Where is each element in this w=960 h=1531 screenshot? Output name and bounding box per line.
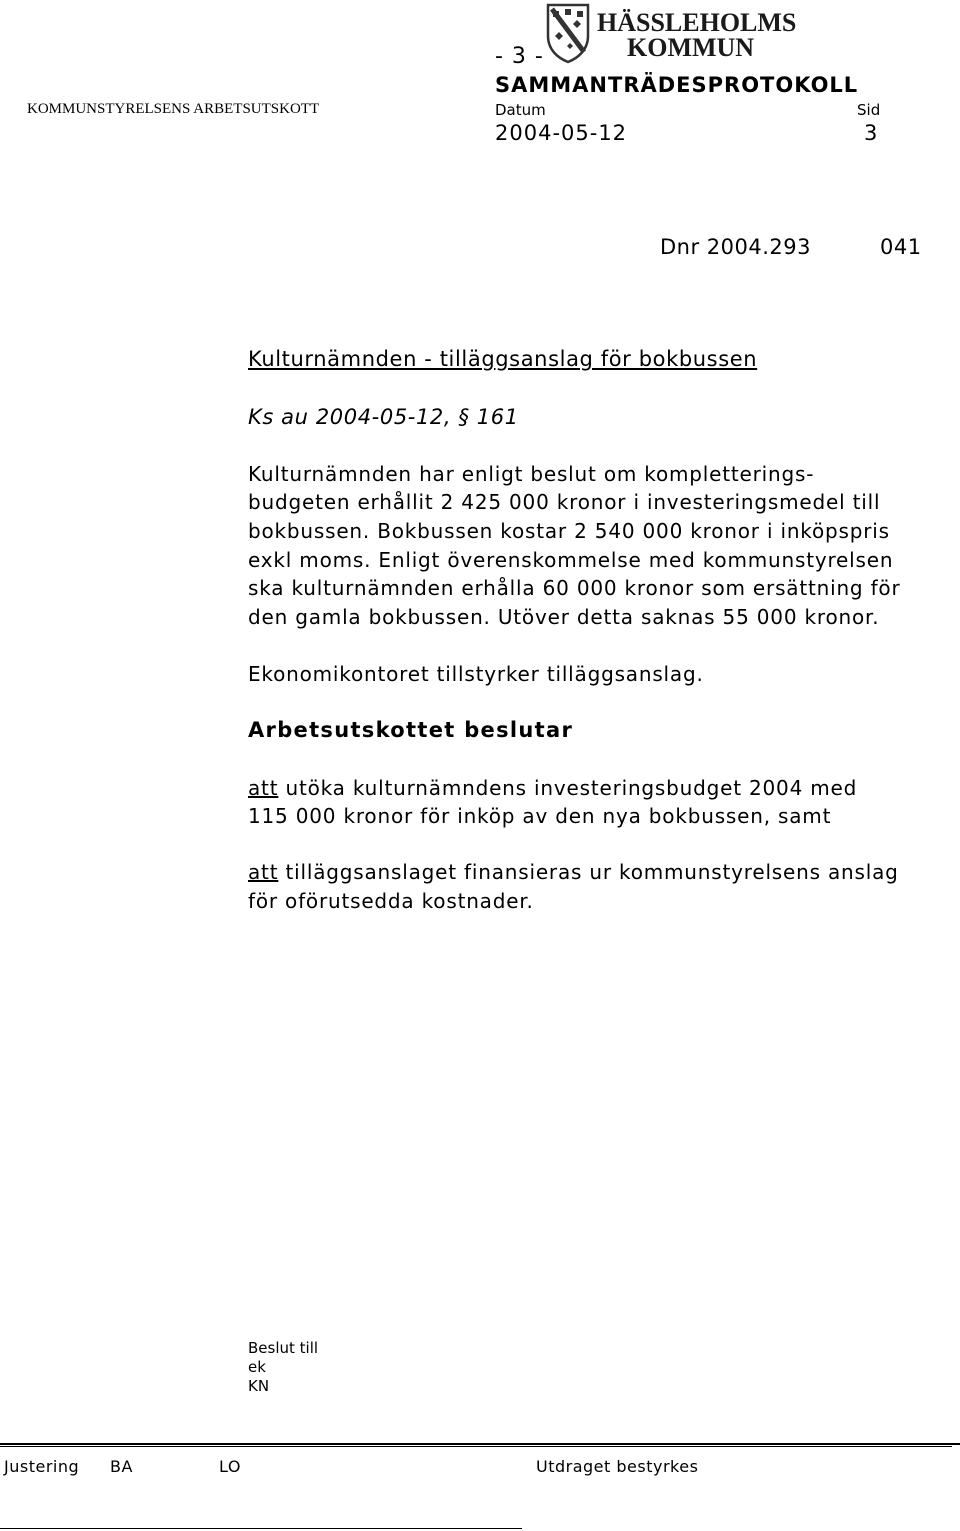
distribution-line: Beslut till <box>248 1339 319 1357</box>
decision-2-text: tilläggsanslaget finansieras ur kommunstyrelsens anslag <box>278 860 899 884</box>
att-keyword: att <box>248 776 279 800</box>
meeting-date: 2004-05-12 <box>495 121 628 145</box>
page-marker: - 3 - <box>495 44 544 69</box>
date-label: Datum <box>495 101 546 119</box>
justering-label: Justering <box>4 1457 80 1476</box>
case-number: Dnr 2004.293 <box>660 235 811 259</box>
distribution-line: KN <box>248 1377 270 1395</box>
committee-name: KOMMUNSTYRELSENS ARBETSUTSKOTT <box>27 101 320 117</box>
certified-label: Utdraget bestyrkes <box>536 1457 699 1476</box>
logo-line-1: HÄSSLEHOLMS <box>597 8 797 37</box>
decision-1-line-1 <box>248 776 857 800</box>
decision-heading: Arbetsutskottet beslutar <box>248 718 574 742</box>
paragraph-line: ska kulturnämnden erhålla 60 000 kronor som ersättning för <box>248 576 901 600</box>
footer-divider-thin <box>0 1446 952 1447</box>
municipality-logo-text <box>597 10 796 60</box>
paragraph-line: budgeten erhållit 2 425 000 kronor i investeringsmedel till <box>248 490 881 514</box>
decision-1-line-2: 115 000 kronor för inköp av den nya bokbussen, samt <box>248 804 832 828</box>
paragraph-line: Kulturnämnden har enligt beslut om kompletterings- <box>248 462 815 486</box>
paragraph-line: den gamla bokbussen. Utöver detta saknas 55 000 kronor. <box>248 605 880 629</box>
signer-initials-2: LO <box>219 1457 241 1476</box>
paragraph-line: bokbussen. Bokbussen kostar 2 540 000 kronor i inköpspris <box>248 519 890 543</box>
recommendation-text: Ekonomikontoret tillstyrker tilläggsanslag. <box>248 662 704 686</box>
page-number: 3 <box>864 121 878 145</box>
page-label: Sid <box>857 101 881 119</box>
document-type: SAMMANTRÄDESPROTOKOLL <box>495 73 859 97</box>
footer-bottom-rule <box>0 1528 522 1529</box>
distribution-line: ek <box>248 1358 266 1376</box>
decision-2-line-2: för oförutsedda kostnader. <box>248 889 534 913</box>
page-title: Kulturnämnden - tilläggsanslag för bokbussen <box>248 347 758 371</box>
minute-reference: Ks au 2004-05-12, § 161 <box>248 405 519 429</box>
decision-2-line-1 <box>248 860 899 884</box>
att-keyword: att <box>248 860 279 884</box>
paragraph-line: exkl moms. Enligt överenskommelse med kommunstyrelsen <box>248 548 894 572</box>
case-code: 041 <box>880 235 922 259</box>
decision-1-text: utöka kulturnämndens investeringsbudget 2004 med <box>278 776 858 800</box>
municipality-crest-icon <box>545 2 591 64</box>
signer-initials-1: BA <box>110 1457 133 1476</box>
footer-divider <box>0 1443 960 1445</box>
logo-line-2: KOMMUN <box>627 33 755 62</box>
